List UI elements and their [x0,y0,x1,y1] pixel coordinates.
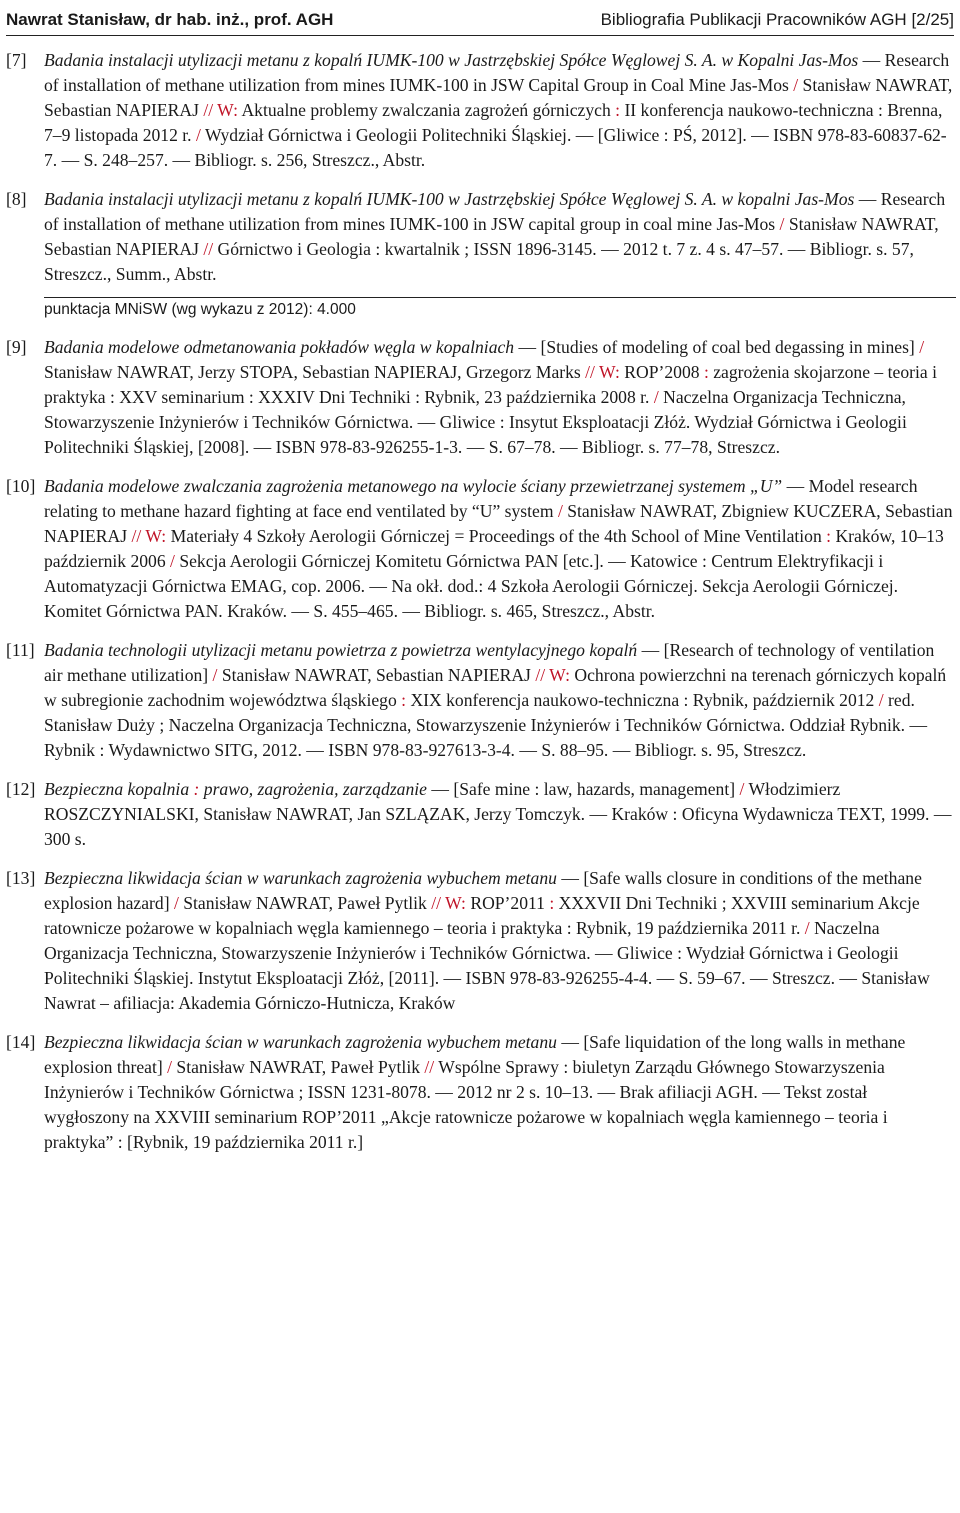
entry-text-part: XXXVII Dni Techniki ; XXVIII seminarium Akcje ratownicze pożarowe w kopalniach węgla kamiennego – teoria i praktyka : Rybnik, 19 października 2011 r. [44,893,920,938]
entry-title-part: Bezpieczna likwidacja ścian w warunkach zagrożenia wybuchem metanu [44,868,557,888]
entry-text-part: — [Safe walls closure in conditions of the methane explosion hazard] [44,868,922,913]
entry-number: [8] [6,189,27,209]
page-header [0,0,960,40]
entry-text [44,1032,905,1152]
entry-number: [9] [6,337,27,357]
bibliography-entry [6,777,956,852]
bibliography-entry [6,638,956,763]
entry-text-part: — [Safe mine : law, hazards, management] [426,779,740,799]
entry-text-part: ROP’2011 [465,893,550,913]
entry-separator: : [549,893,555,913]
entry-separator: // W: [535,665,571,685]
entry-text-part: Włodzimierz ROSZCZYNIALSKI, Stanisław NAWRAT, Jan SZLĄZAK, Jerzy Tomczyk. — Kraków : Oficyna Wydawnicza TEXT, 1999. — 300 s. [44,779,952,849]
entry-text-part: Wydział Górnictwa i Geologii Politechniki Śląskiej. — [Gliwice : PŚ, 2012]. — ISBN 978-83-60837-62-7. — S. 248–257. — Bibliogr. s. 256, Streszcz., Abstr. [44,125,947,170]
entry-text-part: Ochrona powierzchni na terenach górniczych kopalń w subregionie zachodnim województwa śląskiego [44,665,947,710]
entry-text-part: Stanisław NAWRAT, Sebastian NAPIERAJ [217,665,536,685]
header-rule [6,35,954,36]
entry-text [44,779,951,849]
entry-text-part: Stanisław NAWRAT, Paweł Pytlik [172,1057,425,1077]
mnisw-score [44,297,956,319]
bibliography-entry [6,474,956,624]
entry-title-part: Bezpieczna likwidacja ścian w warunkach zagrożenia wybuchem metanu [44,1032,557,1052]
entry-title-part: : [193,779,200,799]
bibliography-entry [6,187,956,287]
entry-separator: / [779,214,785,234]
entry-number: [10] [6,476,36,496]
entry-title-part: prawo, zagrożenia, zarządzanie [199,779,427,799]
entry-title-part: Badania technologii utylizacji metanu powietrza z powietrza wentylacyjnego kopalń [44,640,638,660]
entry-separator: / [919,337,925,357]
entry-text-part: Górnictwo i Geologia : kwartalnik ; ISSN 1896-3145. — 2012 t. 7 z. 4 s. 47–57. — Bibliogr. s. 57, Streszcz., Summ., Abstr. [44,239,914,284]
entry-number: [7] [6,50,27,70]
entry-number: [11] [6,640,35,660]
entry-title-part: Bezpieczna kopalnia [44,779,194,799]
entry-text-part: Sekcja Aerologii Górniczej Komitetu Górnictwa PAN [etc.]. — Katowice : Centrum Elektryfikacji i Automatyzacji Górnictwa EMAG, cop. 2006. — Na okł. dod.: 4 Szkoła Aerologii Górniczej. Sekcja Aerologii Górniczej. Komitet Górnictwa PAN. Kraków. — S. 455–465. — Bibliogr. s. 465, Streszcz., Abstr. [44,551,899,621]
bibliography-entry [6,866,956,1016]
page-indicator: [2/25] [911,10,954,29]
entry-text [44,50,952,170]
entry-separator: / [170,551,175,571]
entry-separator: : [615,100,621,120]
entry-text-part: — Model research relating to methane hazard fighting at face end ventilated by “U” system [44,476,918,521]
entry-text [44,640,946,760]
entry-separator: / [167,1057,173,1077]
score-rule [44,297,956,298]
entry-text-part: Research of installation of methane utilization from mines IUMK-100 in JSW Capital Group in Coal Mine Jas-Mos [44,50,950,95]
bibliography-list [6,48,956,1169]
entry-text-part: Stanisław NAWRAT, Zbigniew KUCZERA, Sebastian NAPIERAJ [44,501,953,546]
bibliography-title: Bibliografia Publikacji Pracowników AGH [600,10,907,29]
entry-text-part: zagrożenia skojarzone – teoria i praktyka : XXV seminarium : XXXIV Dni Techniki : Rybnik, 23 października 2008 r. [44,362,937,407]
entry-text-part: Naczelna Organizacja Techniczna, Stowarzyszenie Inżynierów i Techników Górnictwa. — Gliwice : Wydział Górnictwa i Geologii Politechniki Śląskiej. Instytut Eksploatacji Złóż, [2011]. — ISBN 978-83-926255-4-4. — S. 59–67. — Streszcz. — Stanisław Nawrat – afiliacja: Akademia Górniczo-Hutnicza, Kraków [44,918,930,1013]
entry-text [44,476,953,621]
entry-text-part: — [Research of technology of ventilation air methane utilization] [44,640,935,685]
entry-text-part: Kraków, 10–13 październik 2006 [44,526,944,571]
bibliography-entry [6,335,956,460]
entry-separator: // W: [203,100,239,120]
entry-separator: / [804,918,810,938]
entry-text-part: Stanisław NAWRAT, Paweł Pytlik [178,893,432,913]
entry-separator: : [401,690,407,710]
entry-text [44,868,930,1013]
entry-text-part: ROP’2008 [619,362,704,382]
entry-separator: / [653,387,659,407]
score-text: punktacja MNiSW (wg wykazu z 2012): 4.000 [44,301,356,318]
entry-separator: // [203,239,214,259]
bibliography-entry [6,48,956,173]
entry-text-part: Materiały 4 Szkoły Aerologii Górniczej = Proceedings of the 4th School of Mine Ventilation [166,526,827,546]
entry-text-part: Stanisław NAWRAT, Sebastian NAPIERAJ [44,75,953,120]
entry-text-part: XIX konferencja naukowo-techniczna : Rybnik, październik 2012 [406,690,879,710]
entry-separator: // W: [585,362,620,382]
entry-text-part: Stanisław NAWRAT, Jerzy STOPA, Sebastian NAPIERAJ, Grzegorz Marks [44,362,586,382]
entry-separator: // W: [431,893,466,913]
entry-separator: / [195,125,201,145]
entry-number: [12] [6,779,36,799]
entry-title-part: Badania modelowe odmetanowania pokładów węgla w kopalniach [44,337,515,357]
entry-separator: / [739,779,745,799]
entry-separator: // W: [131,526,167,546]
entry-title-part: Badania modelowe zwalczania zagrożenia metanowego na wylocie ściany przewietrzanej systemem „U” [44,476,783,496]
entry-text-part: II konferencja naukowo-techniczna : Brenna, 7–9 listopada 2012 r. [44,100,943,145]
entry-text-part: Stanisław NAWRAT, Sebastian NAPIERAJ [44,214,939,259]
bibliography-entry [6,1030,956,1155]
entry-separator: / [878,690,884,710]
entry-separator: / [793,75,799,95]
entry-text-part: — [858,50,885,70]
entry-text [44,189,945,284]
entry-separator: / [173,893,179,913]
entry-title-part: Badania instalacji utylizacji metanu z kopalń IUMK-100 w Jastrzębskiej Spółce Węglowej S. A. w kopalni Jas-Mos [44,189,855,209]
header-right [601,0,954,40]
entry-number: [13] [6,868,36,888]
entry-title-part: Badania instalacji utylizacji metanu z kopalń IUMK-100 w Jastrzębskiej Spółce Węglowej S. A. w Kopalni Jas-Mos [44,50,859,70]
entry-text-part: Naczelna Organizacja Techniczna, Stowarzyszenie Inżynierów i Techników Górnictwa. — Gliwice : Insytut Eksploatacji Złóż. Wydział Górnictwa i Geologii Politechniki Śląskiej, [2008]. — ISBN 978-83-926255-1-3. — S. 67–78. — Bibliogr. s. 77–78, Streszcz. [44,387,907,457]
entry-text-part: Wspólne Sprawy : biuletyn Zarządu Głównego Stowarzyszenia Inżynierów i Techników Górnictwa ; ISSN 1231-8078. — 2012 nr 2 s. 10–13. — Brak afiliacji AGH. — Tekst został wygłoszony na XXVIII seminarium ROP’2011 „Akcje ratownicze pożarowe w kopalniach węgla kamiennego – teoria i praktyka” : [Rybnik, 19 października 2011 r.] [44,1057,888,1152]
entry-separator: // [424,1057,435,1077]
entry-separator: / [212,665,218,685]
entry-text-part: — Research of installation of methane utilization from mines IUMK-100 in JSW capital group in coal mine Jas-Mos [44,189,946,234]
entry-text-part: Aktualne problemy zwalczania zagrożeń górniczych [238,100,616,120]
entry-text [44,337,937,457]
entry-separator: : [703,362,709,382]
entry-text-part: — [Studies of modeling of coal bed degassing in mines] [514,337,920,357]
entry-text-part: red. Stanisław Duży ; Naczelna Organizacja Techniczna, Stowarzyszenie Inżynierów i Techników Górnictwa. Oddział Rybnik. — Rybnik : Wydawnictwo SITG, 2012. — ISBN 978-83-927613-3-4. — S. 88–95. — Bibliogr. s. 95, Streszcz. [44,690,928,760]
entry-text-part: — [Safe liquidation of the long walls in methane explosion threat] [44,1032,906,1077]
entry-separator: / [557,501,563,521]
entry-number: [14] [6,1032,36,1052]
author-name: Nawrat Stanisław, dr hab. inż., prof. AGH [6,10,334,29]
entry-separator: : [826,526,832,546]
